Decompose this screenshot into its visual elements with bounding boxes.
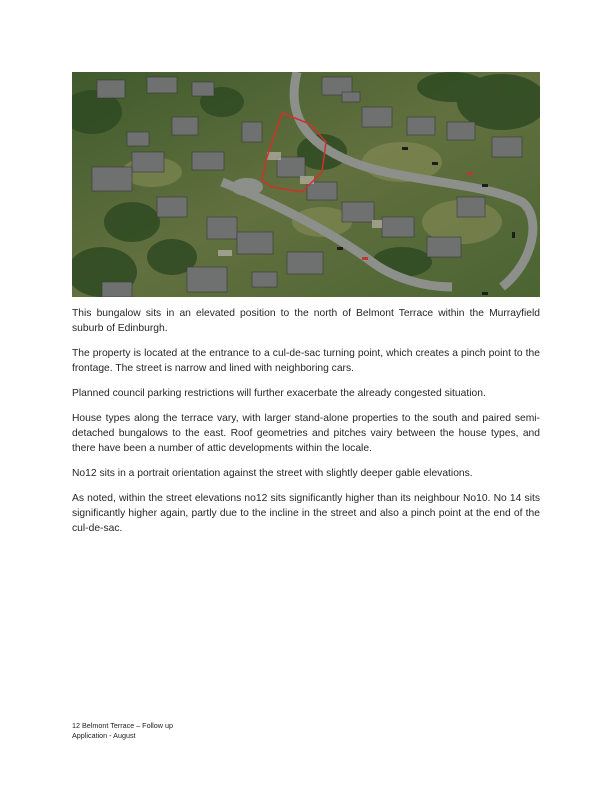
body-text bbox=[72, 306, 540, 546]
paragraph-elevations: As noted, within the street elevations no12 sits significantly higher than its neighbour No10. No 14 sits significantly higher again, partly due to the incline in the street and also a pinch point at the end of the cul-de-sac. bbox=[72, 493, 540, 534]
paragraph-orientation: No12 sits in a portrait orientation against the street with slightly deeper gable elevations. bbox=[72, 468, 473, 479]
paragraph-house-types: House types along the terrace vary, with larger stand-alone properties to the south and paired semi-detached bungalows to the east. Roof geometries and pitches vairy between the house types, and there have been a number of attic developments within the locale. bbox=[72, 413, 540, 454]
page-footer bbox=[72, 721, 272, 741]
paragraph-parking: Planned council parking restrictions will further exacerbate the already congested situation. bbox=[72, 388, 486, 399]
aerial-photo bbox=[72, 72, 540, 297]
paragraph-location: This bungalow sits in an elevated position to the north of Belmont Terrace within the Murrayfield suburb of Edinburgh. bbox=[72, 308, 540, 334]
footer-line-1: 12 Belmont Terrace – Follow up bbox=[72, 721, 173, 730]
paragraph-cul-de-sac: The property is located at the entrance to a cul-de-sac turning point, which creates a pinch point to the frontage. The street is narrow and lined with neighboring cars. bbox=[72, 348, 540, 374]
footer-line-2: Application - August bbox=[72, 731, 136, 740]
